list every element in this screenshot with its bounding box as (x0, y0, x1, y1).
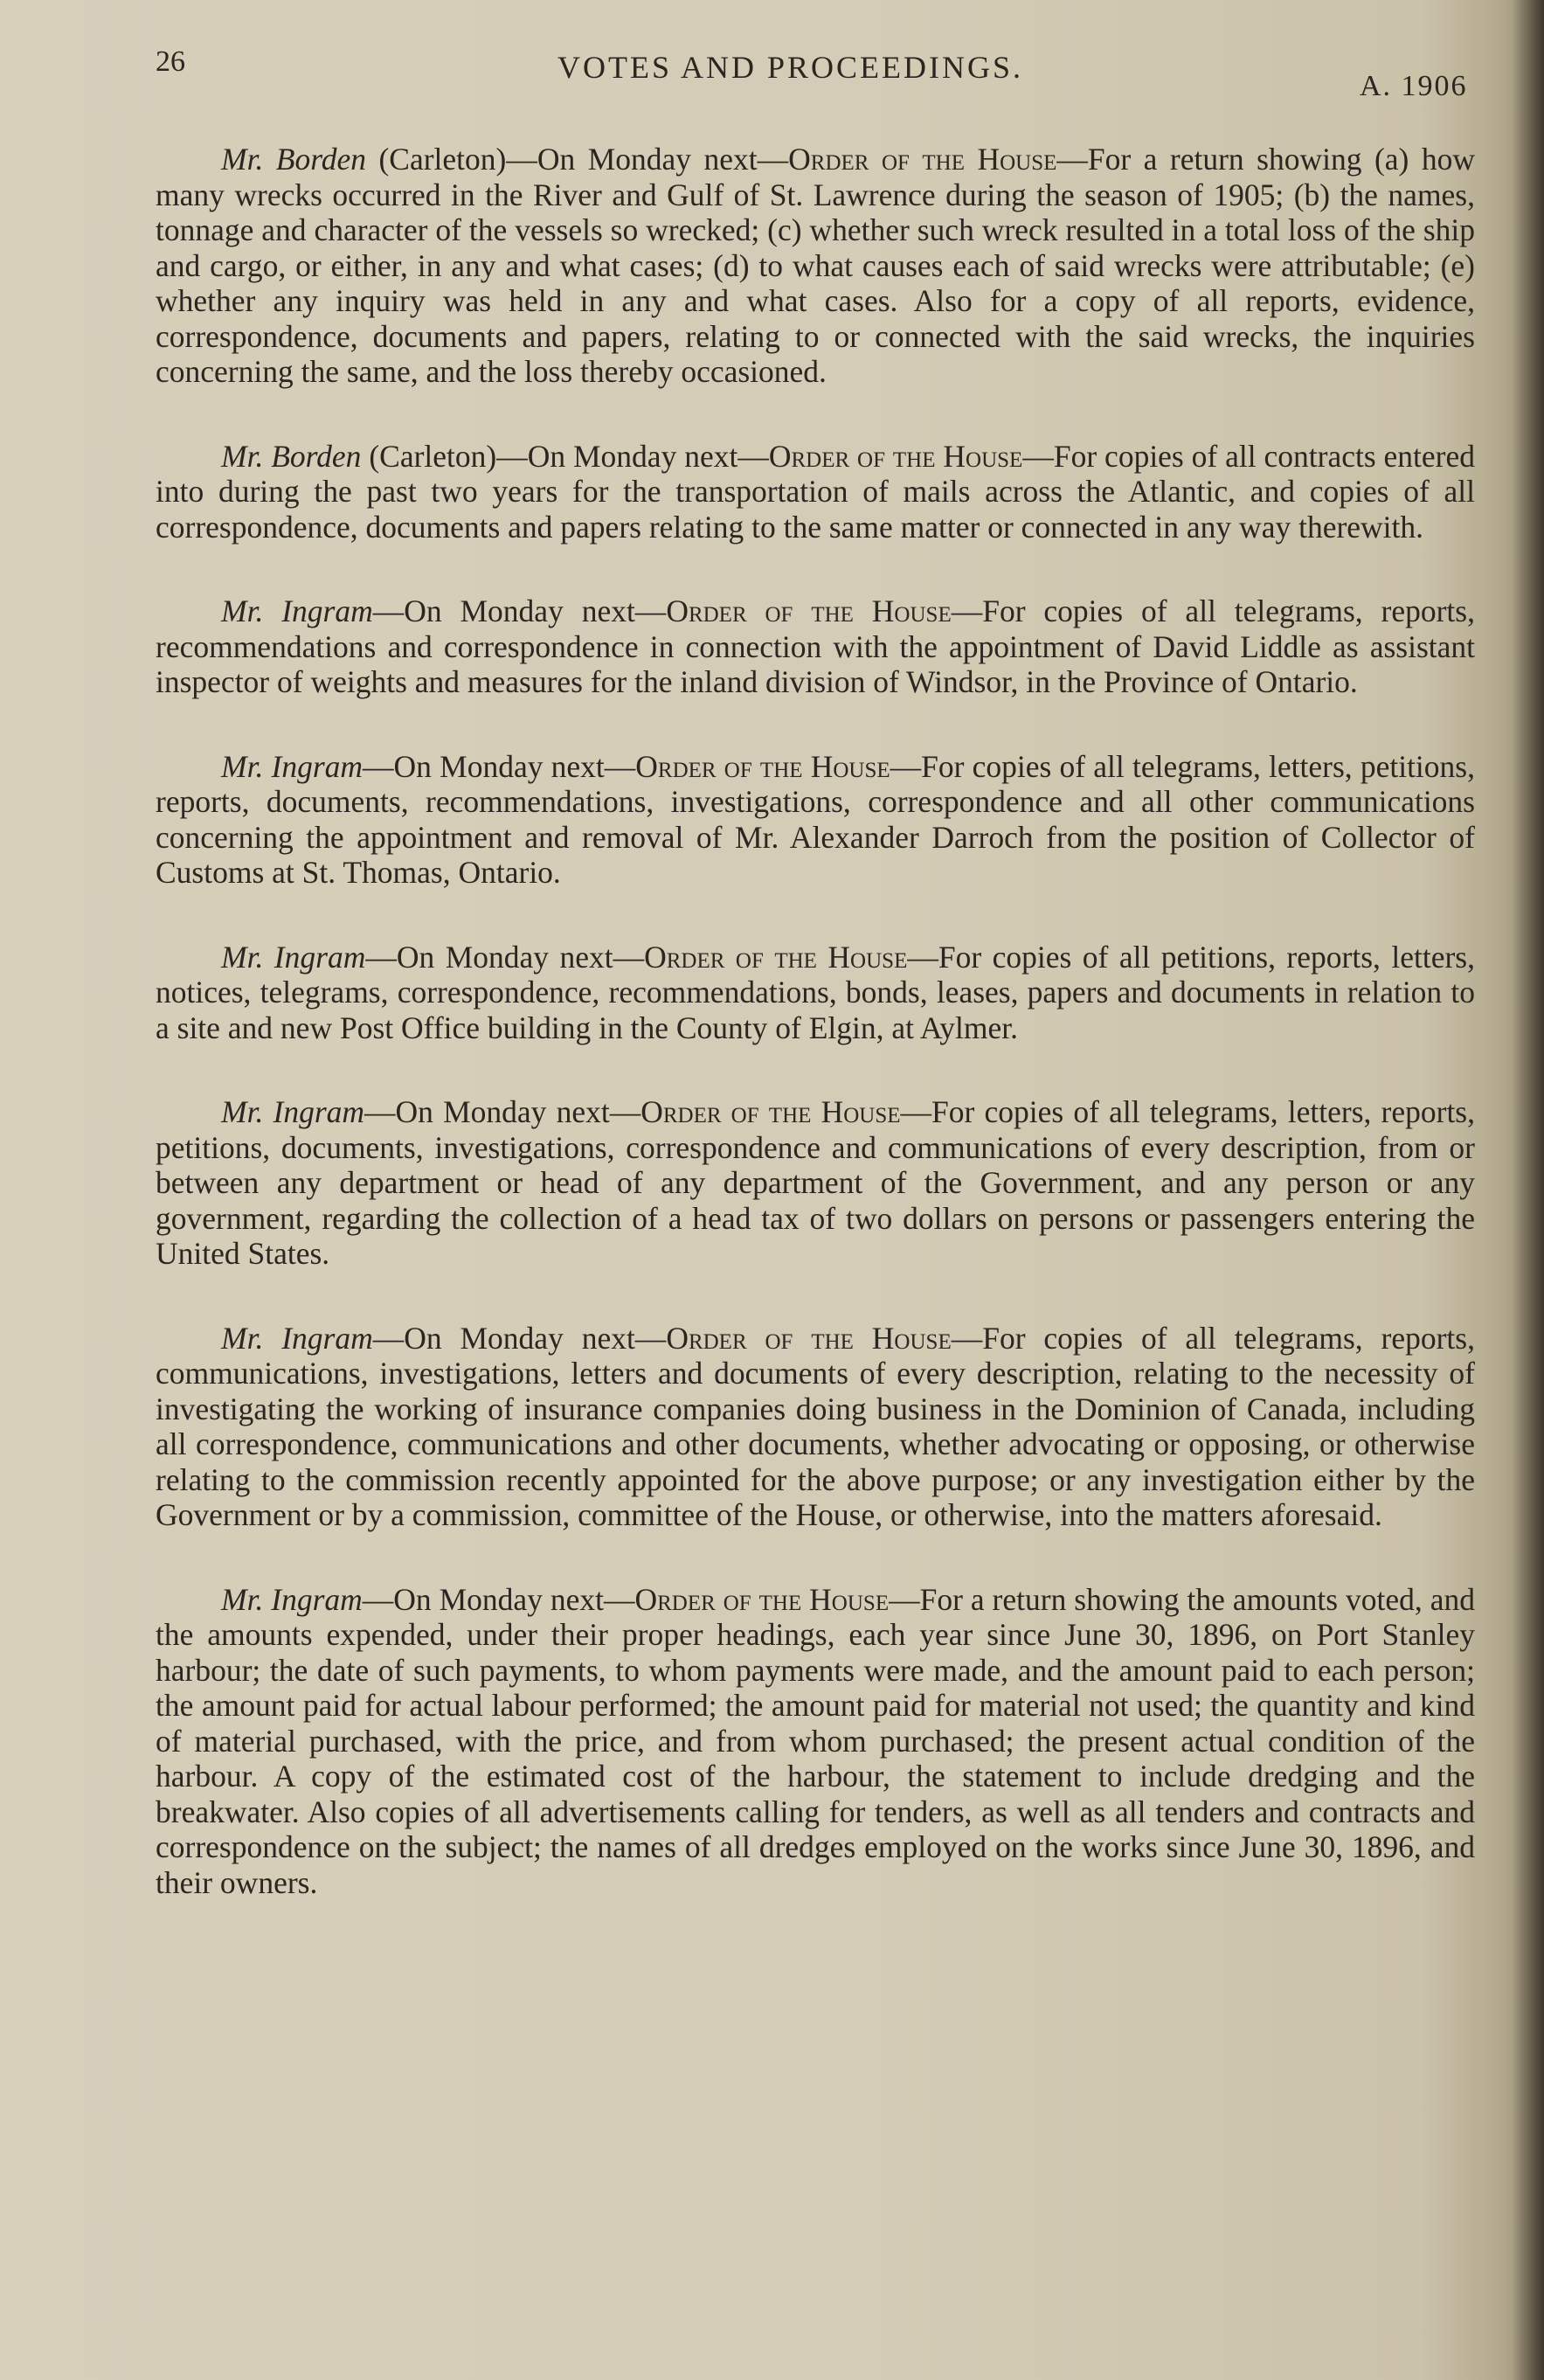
motion-entry (156, 1321, 1475, 1533)
motion-intro: —On Monday next— (365, 939, 645, 975)
motion-intro: —On Monday next— (372, 593, 667, 628)
order-of-house: Order of the House (644, 939, 908, 975)
motion-text: —For copies of all telegrams, letters, petitions, reports, documents, recommendations, investigations, correspondence and all other communications concerning the appointment and removal of Mr. Alexander Darroch from the position of Collector of Customs at St. Thomas, Ontario. (156, 748, 1475, 890)
member-name: Mr. Ingram (221, 1094, 365, 1129)
order-of-house: Order of the House (635, 748, 890, 784)
motion-entry (156, 940, 1475, 1046)
motion-text: —For a return showing the amounts voted, and the amounts expended, under their proper headings, each year since June 30, 1896, on Port Stanley harbour; the date of such payments, to whom payments were made, and the amount paid to each person; the amount paid for actual labour performed; the amount paid for material not used; the quantity and kind of material purchased, with the price, and from whom purchased; the present actual condition of the harbour. A copy of the estimated cost of the harbour, the statement to include dredging and the breakwater. Also copies of all advertisements calling for tenders, as well as all tenders and contracts and correspondence on the subject; the names of all dredges employed on the works since June 30, 1896, and their owners. (156, 1581, 1475, 1900)
motion-text: —For copies of all telegrams, reports, communications, investigations, letters and documents of every description, relating to the necessity of investigating the working of insurance companies doing business in the Dominion of Canada, including all correspondence, communications and other documents, whether advocating or opposing, or otherwise relating to the commission recently appointed for the above purpose; or any investigation either by the Government or by a commission, committee of the House, or otherwise, into the matters aforesaid. (156, 1320, 1475, 1532)
member-name: Mr. Ingram (221, 939, 366, 975)
member-name: Mr. Ingram (221, 748, 363, 784)
running-title: VOTES AND PROCEEDINGS. (557, 50, 1024, 85)
book-spine-shadow (1513, 0, 1544, 2380)
document-body (156, 142, 1475, 1949)
motion-entry (156, 1582, 1475, 1901)
motion-intro: —On Monday next— (362, 1581, 635, 1617)
motion-entry (156, 749, 1475, 891)
motion-intro: —On Monday next— (372, 1320, 667, 1356)
page-header (156, 45, 1484, 107)
member-name: Mr. Ingram (221, 1581, 363, 1617)
member-name: Mr. Borden (221, 142, 366, 177)
order-of-house: Order of the House (634, 1581, 890, 1617)
page-number: 26 (156, 45, 185, 78)
motion-intro: (Carleton)—On Monday next— (366, 142, 789, 177)
motion-entry (156, 142, 1475, 390)
order-of-house: Order of the House (768, 438, 1023, 474)
motion-entry (156, 1094, 1475, 1272)
order-of-house: Order of the House (640, 1094, 901, 1129)
motion-text: —For a return showing (a) how many wrecks occurred in the River and Gulf of St. Lawrence during the season of 1905; (b) the names, tonnage and character of the vessels so wrecked; (c) whether such wreck resulted in a total loss of the ship and cargo, or either, in any and what cases; (d) to what causes each of said wrecks were attributable; (e) whether any inquiry was held in any and what cases. Also for a copy of all reports, evidence, correspondence, documents and papers, relating to or connected with the said wrecks, the inquiries concerning the same, and the loss thereby occasioned. (156, 142, 1475, 389)
member-name: Mr. Ingram (221, 593, 373, 628)
motion-text: —For copies of all telegrams, reports, recommendations and correspondence in connection with the appointment of David Liddle as assistant inspector of weights and measures for the inland division of Windsor, in the Province of Ontario. (156, 593, 1475, 699)
motion-text: —For copies of all petitions, reports, letters, notices, telegrams, correspondence, recommendations, bonds, leases, papers and documents in relation to a site and new Post Office building in the County of Elgin, at Aylmer. (156, 939, 1475, 1045)
motion-text: —For copies of all contracts entered into during the past two years for the transportation of mails across the Atlantic, and copies of all correspondence, documents and papers relating to the same matter or connected in any way therewith. (156, 438, 1475, 545)
motion-text: —For copies of all telegrams, letters, reports, petitions, documents, investigations, correspondence and communications of every description, from or between any department or head of any department of the Government, and any person or any government, regarding the collection of a head tax of two dollars on persons or passengers entering the United States. (156, 1094, 1475, 1271)
session-year: A. 1906 (1360, 70, 1468, 102)
motion-entry (156, 593, 1475, 700)
motion-intro: (Carleton)—On Monday next— (361, 438, 769, 474)
member-name: Mr. Ingram (221, 1320, 373, 1356)
order-of-house: Order of the House (666, 1320, 952, 1356)
member-name: Mr. Borden (221, 438, 362, 474)
motion-entry (156, 439, 1475, 545)
motion-intro: —On Monday next— (363, 748, 636, 784)
motion-intro: —On Monday next— (364, 1094, 641, 1129)
order-of-house: Order of the House (788, 142, 1057, 177)
order-of-house: Order of the House (666, 593, 952, 628)
